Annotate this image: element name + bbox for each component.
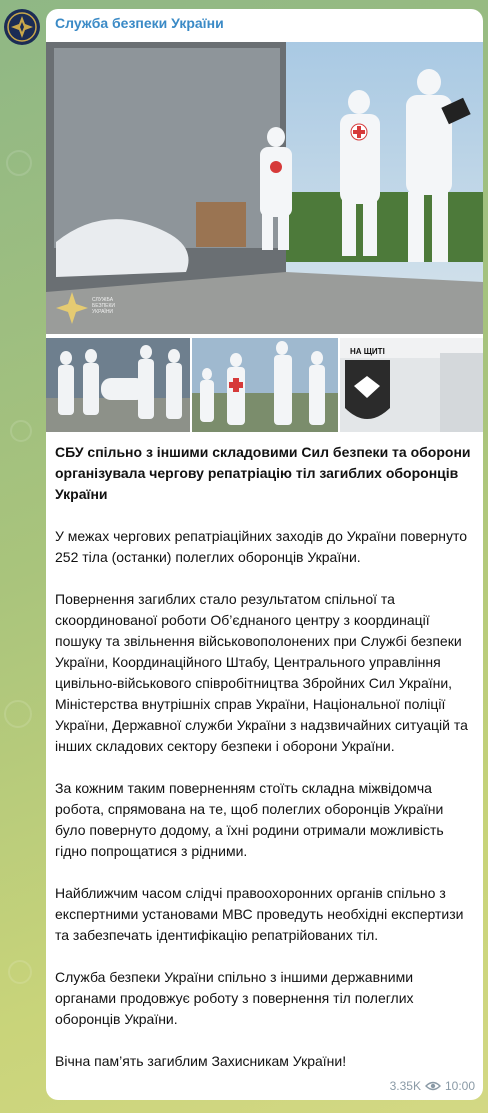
wallpaper-doodle	[10, 420, 32, 442]
truck-text: НА ЩИТІ	[350, 347, 385, 356]
thumb-photo-1-illustration	[46, 338, 190, 432]
thumb-photo-2-illustration	[192, 338, 338, 432]
main-photo-illustration	[46, 42, 483, 334]
wallpaper-doodle	[8, 960, 32, 984]
message-time: 10:00	[444, 1079, 475, 1093]
main-photo[interactable]	[46, 42, 483, 334]
sbu-emblem-icon	[7, 12, 37, 42]
post-paragraph: Вічна пам’ять загиблим Захисникам України!	[55, 1053, 347, 1069]
thumb-photo-1[interactable]	[46, 338, 190, 432]
post-paragraph: За кожним таким поверненням стоїть складна міжвідомча робота, спрямована на те, щоб полеглих оборонців України було повернуто додому, а їхні родини отримали можливість гідно попрощатися з рідними.	[55, 780, 444, 859]
post-paragraph: Служба безпеки України спільно з іншими державними органами продовжує роботу з повернення тіл полеглих оборонців України.	[55, 969, 414, 1027]
wallpaper-doodle	[4, 700, 32, 728]
channel-avatar[interactable]	[4, 9, 40, 45]
channel-name[interactable]: Служба безпеки України	[55, 15, 224, 31]
message-meta	[390, 1079, 475, 1093]
thumb-photo-2[interactable]	[192, 338, 338, 432]
post-paragraph: У межах чергових репатріаційних заходів до України повернуто 252 тіла (останки) полеглих оборонців України.	[55, 528, 468, 565]
post-title: СБУ спільно з іншими складовими Сил безпеки та оборони організувала чергову репатріацію тіл загиблих оборонців України	[55, 444, 471, 502]
thumb-photo-3[interactable]	[340, 338, 483, 432]
eye-icon	[425, 1081, 441, 1091]
post-paragraph: Найближчим часом слідчі правоохоронних органів спільно з експертними установами МВС проведуть необхідні експертизи та забезпечать ідентифікацію репатрійованих тіл.	[55, 885, 464, 943]
post-paragraph: Повернення загиблих стало результатом спільної та скоординованої роботи Об’єднаного центру з координації пошуку та звільнення військовополонених при Службі безпеки України, Координаційного Штабу, Центрального управління цивільно-військового співробітництва Збройних Сил України, Міністерства внутрішніх справ України, Національної поліції України, Державної служби України з надзвичайних ситуацій та інших складових сектору безпеки і оборони України.	[55, 591, 468, 754]
photo-watermark: СЛУЖБА БЕЗПЕКИ УКРАЇНИ	[92, 297, 115, 315]
wallpaper-doodle	[6, 150, 32, 176]
message-bubble	[46, 9, 483, 1100]
post-text	[55, 442, 477, 1093]
views-count: 3.35K	[389, 1079, 421, 1093]
